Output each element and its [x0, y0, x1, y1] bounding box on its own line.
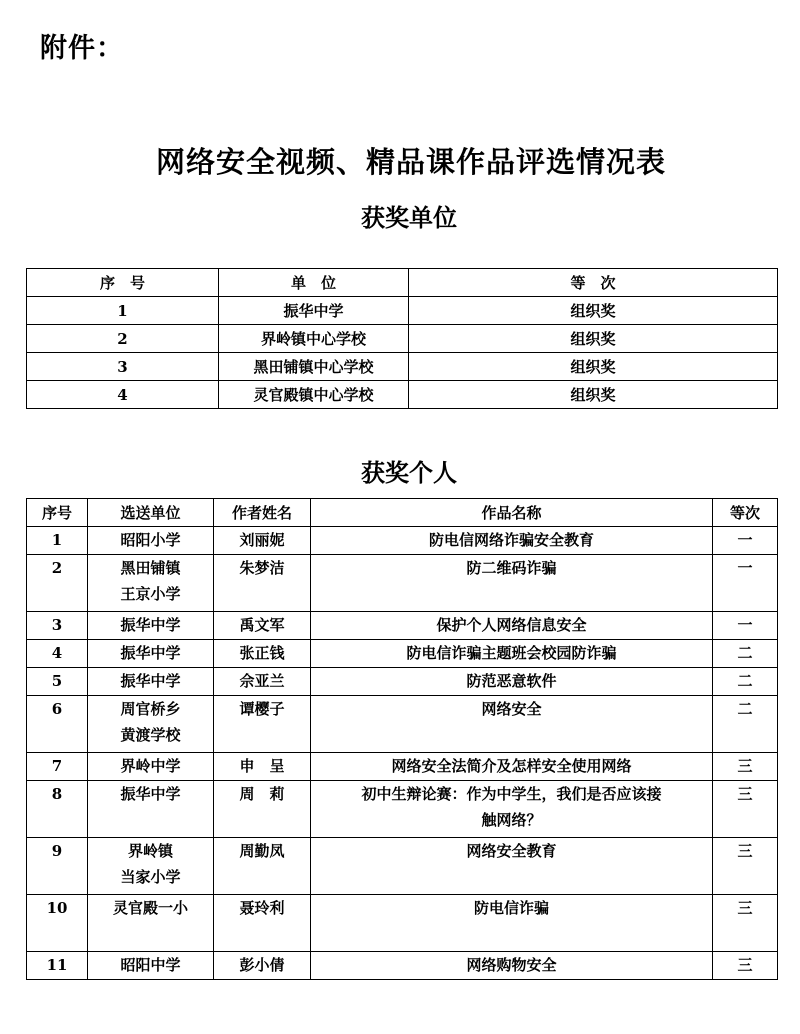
- cell-author: 张正钱: [214, 640, 311, 668]
- cell-no: 9: [27, 838, 88, 895]
- cell-no: 3: [27, 353, 219, 381]
- table-header-row: [27, 499, 778, 527]
- award-individuals-table: [26, 498, 778, 980]
- cell-work: 保护个人网络信息安全: [311, 612, 713, 640]
- cell-author: 申 呈: [214, 753, 311, 781]
- table-row: [27, 527, 778, 555]
- cell-no: 3: [27, 612, 88, 640]
- cell-grade: 组织奖: [409, 381, 778, 409]
- table-row: [27, 753, 778, 781]
- cell-author: 刘丽妮: [214, 527, 311, 555]
- cell-grade: 三: [713, 781, 778, 838]
- cell-no: 11: [27, 952, 88, 980]
- table-row: [27, 781, 778, 838]
- cell-work: 网络安全: [311, 696, 713, 753]
- cell-grade: 一: [713, 555, 778, 612]
- table-row: [27, 640, 778, 668]
- cell-work: 网络安全法简介及怎样安全使用网络: [311, 753, 713, 781]
- cell-work: 网络购物安全: [311, 952, 713, 980]
- table-row: [27, 297, 778, 325]
- cell-grade: 三: [713, 753, 778, 781]
- cell-work: 网络安全教育: [311, 838, 713, 895]
- cell-unit: 周官桥乡 黄渡学校: [88, 696, 214, 753]
- cell-no: 1: [27, 297, 219, 325]
- cell-author: 佘亚兰: [214, 668, 311, 696]
- cell-unit: 昭阳小学: [88, 527, 214, 555]
- table-row: [27, 612, 778, 640]
- cell-no: 4: [27, 381, 219, 409]
- award-units-table: [26, 268, 778, 409]
- cell-unit: 振华中学: [88, 781, 214, 838]
- cell-work: 初中生辩论赛：作为中学生，我们是否应该接 触网络？: [311, 781, 713, 838]
- cell-work: 防电信诈骗: [311, 895, 713, 952]
- cell-grade: 三: [713, 952, 778, 980]
- cell-author: 谭樱子: [214, 696, 311, 753]
- header-author: 作者姓名: [214, 499, 311, 527]
- cell-work: 防范恶意软件: [311, 668, 713, 696]
- table-row: [27, 325, 778, 353]
- cell-no: 6: [27, 696, 88, 753]
- cell-grade: 二: [713, 696, 778, 753]
- header-grade: 等次: [713, 499, 778, 527]
- cell-no: 5: [27, 668, 88, 696]
- cell-grade: 一: [713, 612, 778, 640]
- cell-work: 防电信网络诈骗安全教育: [311, 527, 713, 555]
- cell-author: 聂玲利: [214, 895, 311, 952]
- cell-grade: 组织奖: [409, 325, 778, 353]
- header-grade: 等 次: [409, 269, 778, 297]
- header-unit: 选送单位: [88, 499, 214, 527]
- individuals-heading: 获奖个人: [361, 458, 457, 487]
- table-row: [27, 696, 778, 753]
- cell-unit: 振华中学: [88, 640, 214, 668]
- cell-unit: 黑田铺镇中心学校: [219, 353, 409, 381]
- cell-unit: 黑田铺镇 王京小学: [88, 555, 214, 612]
- cell-no: 2: [27, 555, 88, 612]
- cell-author: 朱梦洁: [214, 555, 311, 612]
- cell-unit: 昭阳中学: [88, 952, 214, 980]
- table-row: [27, 668, 778, 696]
- header-work: 作品名称: [311, 499, 713, 527]
- cell-unit: 振华中学: [88, 668, 214, 696]
- cell-work: 防电信诈骗主题班会校园防诈骗: [311, 640, 713, 668]
- table-row: [27, 895, 778, 952]
- table-row: [27, 555, 778, 612]
- cell-unit: 灵官殿一小: [88, 895, 214, 952]
- units-heading: 获奖单位: [361, 203, 457, 232]
- table-row: [27, 353, 778, 381]
- cell-unit: 振华中学: [219, 297, 409, 325]
- table-row: [27, 838, 778, 895]
- cell-no: 10: [27, 895, 88, 952]
- cell-no: 7: [27, 753, 88, 781]
- header-unit: 单 位: [219, 269, 409, 297]
- cell-no: 8: [27, 781, 88, 838]
- cell-grade: 三: [713, 838, 778, 895]
- cell-grade: 组织奖: [409, 353, 778, 381]
- cell-unit: 界岭镇 当家小学: [88, 838, 214, 895]
- cell-author: 周勤凤: [214, 838, 311, 895]
- cell-unit: 振华中学: [88, 612, 214, 640]
- cell-grade: 一: [713, 527, 778, 555]
- cell-grade: 二: [713, 668, 778, 696]
- cell-unit: 界岭中学: [88, 753, 214, 781]
- cell-grade: 三: [713, 895, 778, 952]
- cell-author: 彭小倩: [214, 952, 311, 980]
- header-no: 序 号: [27, 269, 219, 297]
- cell-no: 4: [27, 640, 88, 668]
- page-title: 网络安全视频、精品课作品评选情况表: [155, 145, 666, 179]
- cell-unit: 灵官殿镇中心学校: [219, 381, 409, 409]
- cell-author: 禹文军: [214, 612, 311, 640]
- attachment-label: 附件：: [40, 33, 124, 64]
- cell-work: 防二维码诈骗: [311, 555, 713, 612]
- table-row: [27, 381, 778, 409]
- header-no: 序号: [27, 499, 88, 527]
- cell-grade: 组织奖: [409, 297, 778, 325]
- table-row: [27, 952, 778, 980]
- cell-no: 1: [27, 527, 88, 555]
- cell-author: 周 莉: [214, 781, 311, 838]
- cell-grade: 二: [713, 640, 778, 668]
- cell-no: 2: [27, 325, 219, 353]
- table-header-row: [27, 269, 778, 297]
- cell-unit: 界岭镇中心学校: [219, 325, 409, 353]
